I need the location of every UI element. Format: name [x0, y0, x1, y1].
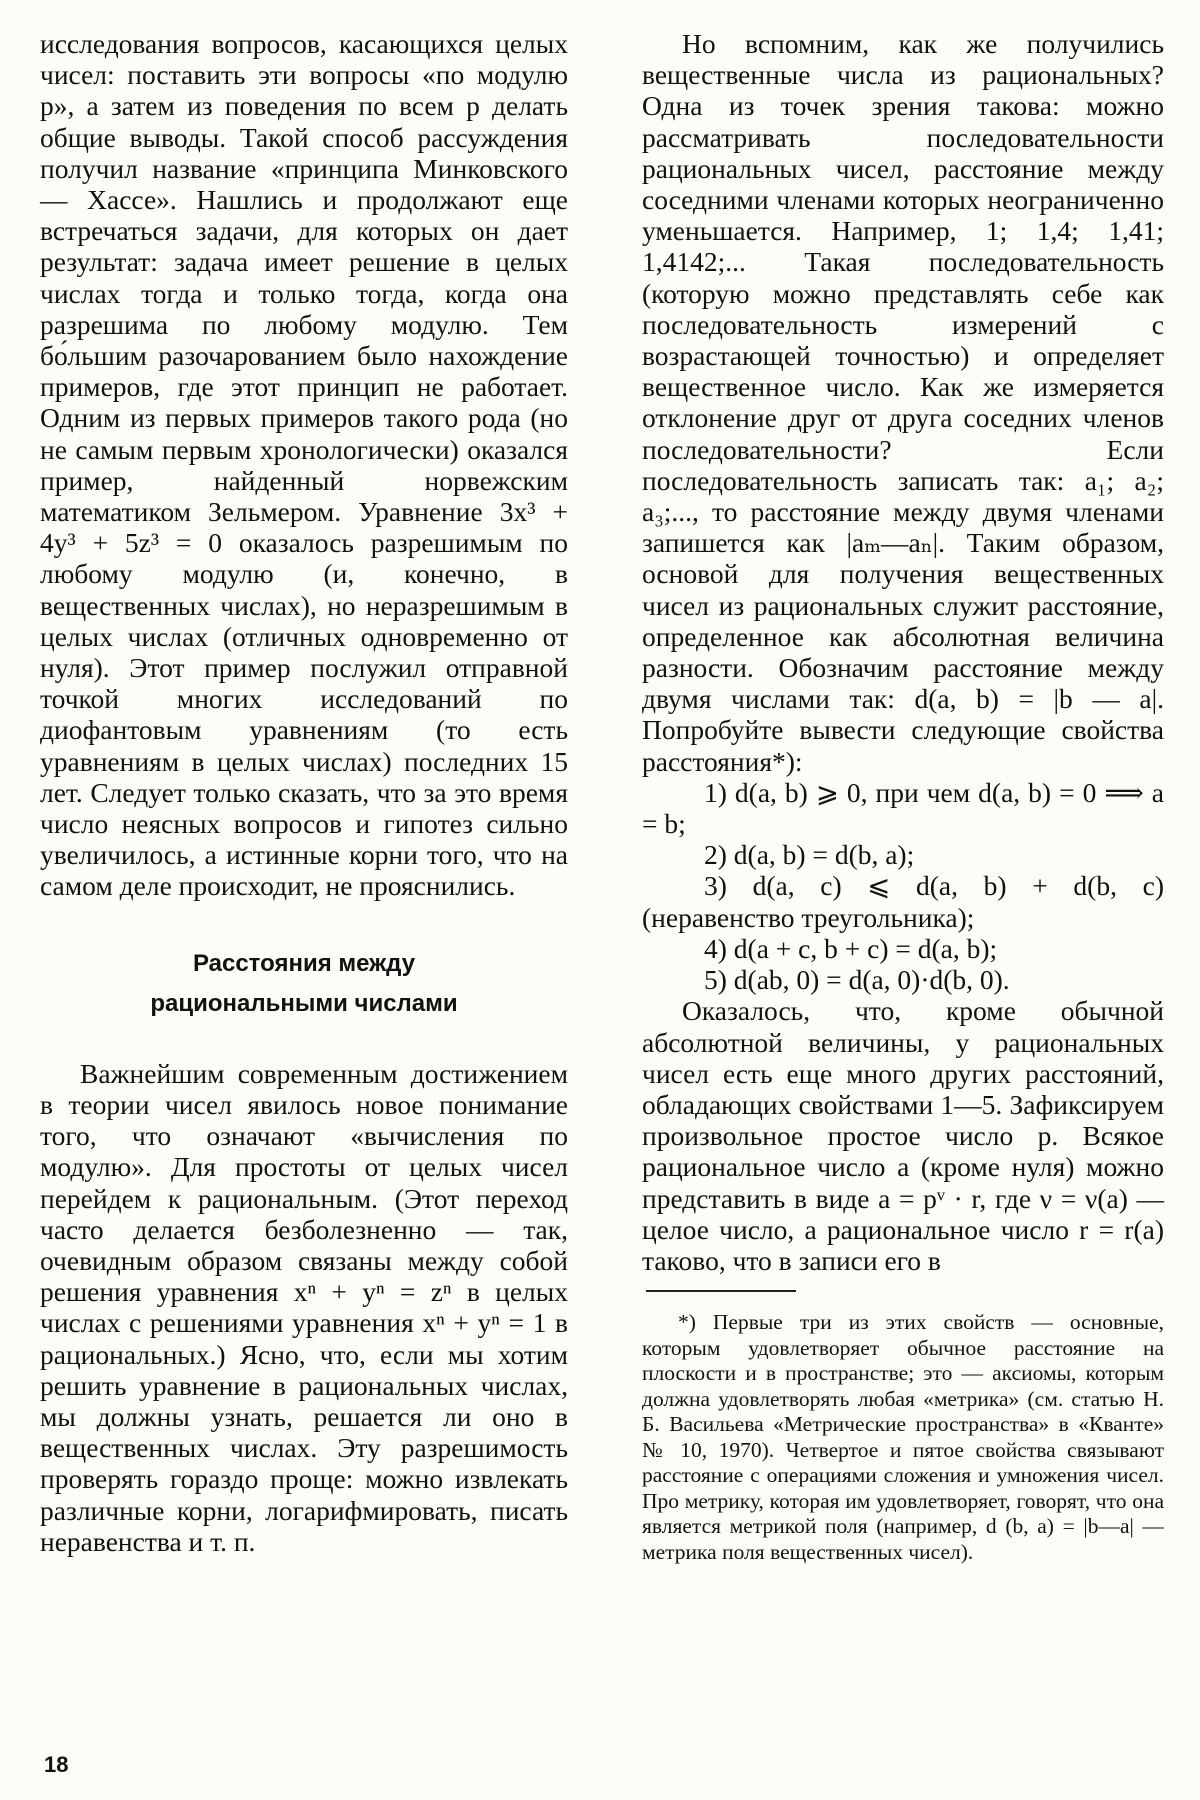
- paragraph-minkowski-hasse: исследования вопросов, касающихся целых чисел: поставить эти вопросы «по модулю p», а затем из поведения по всем p делать общие выводы. Такой способ рассуждения получил название «принципа Минковского — Хассе». Нашлись и продолжают еще встречаться задачи, для которых он дает результат: задача имеет решение в целых числах тогда и только тогда, когда она разрешима по любому модулю. Тем бо́льшим разочарованием было нахождение примеров, где этот принцип не работает. Одним из первых примеров такого рода (но не самым первым хронологически) оказался пример, найденный норвежским математиком Зельмером. Уравнение 3x³ + 4y³ + 5z³ = 0 оказалось разрешимым по любому модулю (и, конечно, в вещественных числах), но неразрешимым в целых числах (отличных одновременно от нуля). Этот пример послужил отправной точкой многих исследований по диофантовым уравнениям (то есть уравнениям в целых числах) последних 15 лет. Следует только сказать, что за это время число неясных вопросов и гипотез сильно увеличилось, а истинные корни того, что на самом деле происходит, не прояснились.: [40, 28, 568, 902]
- paragraph-real-numbers: Но вспомним, как же получились вещественные числа из рациональных? Одна из точек зрения такова: можно рассматривать последовательности рациональных чисел, расстояние между соседними членами которых неограниченно уменьшается. Например, 1; 1,4; 1,41; 1,4142;... Такая последовательность (которую можно представлять себе как последовательность измерений с возрастающей точностью) и определяет вещественное число. Как же измеряется отклонение друг от друга соседних членов последовательности? Если последовательность записать так: a₁; a₂; a₃;..., то расстояние между двумя членами запишется как |aₘ—aₙ|. Таким образом, основой для получения вещественных чисел из рациональных служит расстояние, определенное как абсолютная величина разности. Обозначим расстояние между двумя числами так: d(a, b) = |b — a|. Попробуйте вывести следующие свойства расстояния*):: [642, 28, 1164, 777]
- page-number: 18: [44, 1752, 69, 1777]
- section-heading: [40, 944, 568, 1024]
- paragraph-p-adic-distance: Оказалось, что, кроме обычной абсолютной величины, у рациональных чисел есть еще много других расстояний, обладающих свойствами 1—5. Зафиксируем произвольное простое число p. Всякое рациональное число a (кроме нуля) можно представить в виде a = pᵛ · r, где ν = ν(a) — целое число, а рациональное число r = r(a) таково, что в записи его в: [642, 995, 1164, 1276]
- paragraph-rational-numbers: Важнейшим современным достижением в теории чисел явилось новое понимание того, что означают «вычисления по модулю». Для простоты от целых чисел перейдем к рациональным. (Этот переход часто делается безболезненно — так, очевидным образом связаны между собой решения уравнения xⁿ + yⁿ = zⁿ в целых числах с решениями уравнения xⁿ + yⁿ = 1 в рациональных.) Ясно, что, если мы хотим решить уравнение в рациональных числах, мы должны узнать, решается ли оно в вещественных числах. Эту разрешимость проверять гораздо проще: можно извлекать различные корни, логарифмировать, писать неравенства и т. п.: [40, 1057, 568, 1557]
- distance-properties-list: [642, 777, 1164, 995]
- distance-property: 1) d(a, b) ⩾ 0, при чем d(a, b) = 0 ⟹ a = b;: [642, 776, 1164, 840]
- section-heading-line-1: Расстояния между: [192, 949, 416, 977]
- footnote-divider: [646, 1290, 796, 1292]
- section-heading-line-2: рациональными числами: [150, 989, 458, 1017]
- left-column: [40, 28, 568, 1557]
- distance-property: 3) d(a, c) ⩽ d(a, b) + d(b, c) (неравенство треугольника);: [642, 870, 1164, 933]
- distance-property: 2) d(a, b) = d(b, a);: [704, 839, 915, 871]
- distance-property: 5) d(ab, 0) = d(a, 0)·d(b, 0).: [704, 964, 1010, 996]
- distance-property: 4) d(a + c, b + c) = d(a, b);: [704, 932, 998, 964]
- footnote: *) Первые три из этих свойств — основные, которым удовлетворяет обычное расстояние на плоскости и в пространстве; это — аксиомы, которым должна удовлетворять любая «метрика» (см. статью Н. Б. Васильева «Метрические пространства» в «Кванте» № 10, 1970). Четвертое и пятое свойства связывают расстояние с операциями сложения и умножения чисел. Про метрику, которая им удовлетворяет, говорят, что она является метрикой поля (например, d (b, a) = |b—a| — метрика поля вещественных чисел).: [642, 1310, 1164, 1564]
- right-column: [642, 28, 1164, 1565]
